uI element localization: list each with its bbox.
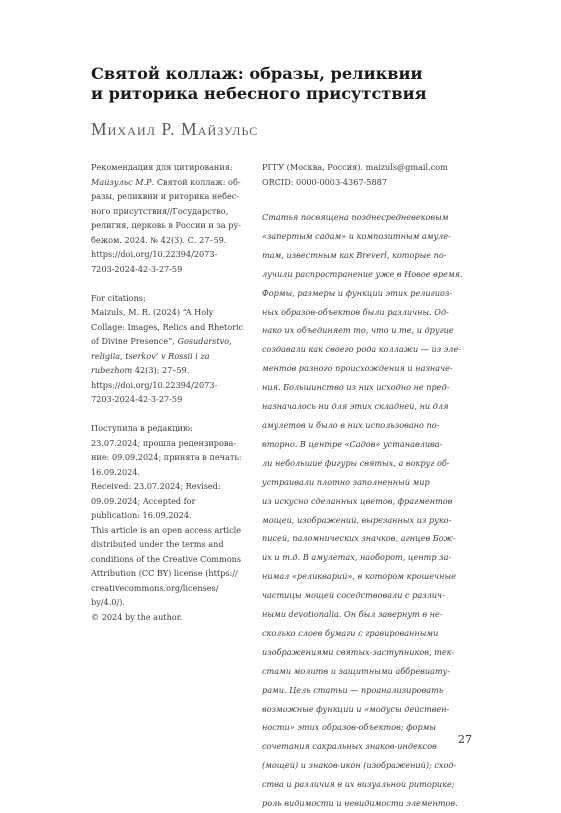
abstract-line: нимал «реликварий», в котором крошечные — [262, 571, 456, 582]
abstract-line: назначалось ни для этих складней, ни для — [262, 401, 449, 412]
abstract-line: нако их объединяет то, что и те, и другие — [262, 325, 454, 336]
abstract-line: ли небольшие фигуры святых, а вокруг об- — [262, 457, 450, 468]
abstract-line: (мощей) и знаков-икон (изображений); сход- — [262, 760, 457, 771]
citation-ru-doi[interactable]: 7203-2024-42-3-27-59 — [91, 263, 183, 274]
citation-column — [91, 160, 266, 624]
abstract-line: ментов разного происхождения и назначе- — [262, 363, 453, 374]
citation-ru-line: религия, церковь в России и за ру- — [91, 220, 241, 230]
citation-en-journal: rubezhom — [91, 365, 133, 375]
abstract-line: «запертым садам» и композитным амуле- — [262, 230, 451, 241]
license-link[interactable]: creativecommons.org/licenses/ — [91, 582, 219, 593]
dates-line: publication: 16.09.2024. — [91, 510, 192, 520]
citation-en-doi[interactable]: 7203-2024-42-3-27-59 — [91, 394, 183, 404]
abstract-line: сочетания сакральных знаков-индексов — [262, 741, 437, 752]
abstract-line: вторно. В центре «Садов» устанавлива- — [262, 438, 443, 449]
dates-line: 09.09.2024; Accepted for — [91, 495, 196, 506]
dates-line: Received: 23.07.2024; Revised: — [91, 481, 221, 491]
orcid-line: ORCID: 0000-0003-4367-5887 — [262, 176, 387, 187]
license-line: conditions of the Creative Commons — [91, 553, 241, 564]
citation-en-title-end: of Divine Presence”, — [91, 336, 178, 346]
abstract-line: роль видимости и невидимости элементов. — [262, 798, 458, 809]
citation-en-journal: religiia, tserkov’ v Rossii i za — [91, 350, 210, 361]
abstract-line: ными devotionalia. Он был завернут в не- — [262, 609, 443, 620]
citation-en-line: Collage: Images, Relics and Rhetoric — [91, 321, 244, 332]
article-title — [91, 64, 491, 104]
abstract-line: лучили распространение уже в Новое время. — [262, 268, 463, 279]
abstract-line: ния. Большинство из них исходно не пред- — [262, 382, 450, 393]
citation-ru-line: разы, реликвии и риторика небес- — [91, 191, 240, 201]
abstract-line: Статья посвящена позднесредневековым — [262, 212, 449, 222]
citation-ru — [91, 160, 266, 276]
title-line-1: Святой коллаж: образы, реликвии — [91, 64, 423, 83]
abstract-line: ности» этих образов-объектов; формы — [262, 722, 437, 733]
affiliation-line[interactable]: РГГУ (Москва, Россия). maizuls@gmail.com — [262, 162, 448, 172]
license-line: Attribution (CC BY) license (https:// — [91, 568, 238, 578]
license-link[interactable]: by/4.0/). — [91, 597, 125, 607]
dates-line: 23.07.2024; прошла рецензирова- — [91, 437, 237, 448]
license-line: This article is an open access article — [91, 524, 242, 535]
citation-en-line — [91, 334, 266, 349]
citation-ru-heading: Рекомендация для цитирования: — [91, 162, 233, 172]
abstract — [262, 208, 472, 813]
dates-line: 16.09.2024. — [91, 466, 141, 477]
abstract-line: Формы, размеры и функции этих религиоз- — [262, 287, 453, 298]
abstract-line: ства и различия в их визуальной риторике; — [262, 779, 455, 790]
copyright-line: © 2024 by the author. — [91, 611, 183, 622]
affiliation-block — [262, 160, 472, 189]
abstract-line: рами. Цель статьи — проанализировать — [262, 684, 444, 695]
dates-line: Поступила в редакцию: — [91, 423, 193, 433]
dates-line: ние: 09.09.2024; принята в печать: — [91, 452, 242, 462]
abstract-line: стами молитв и защитными аббревиату- — [262, 665, 451, 676]
abstract-line: сколько слоев бумаги с гравированными — [262, 627, 439, 638]
license-line: distributed under the terms and — [91, 539, 224, 549]
citation-en-line: Maizuls, M. R. (2024) “A Holy — [91, 307, 214, 317]
citation-en — [91, 291, 266, 407]
abstract-line: возможные функции и «модусы действен- — [262, 703, 450, 714]
abstract-line: амулетов и было в них использовано по- — [262, 419, 440, 430]
page-number: 27 — [458, 733, 472, 746]
citation-en-line — [91, 363, 266, 378]
citation-ru-line — [91, 175, 266, 190]
author-name: Михаил Р. Майзульс — [91, 119, 259, 139]
title-line-2: и риторика небесного присутствия — [91, 84, 427, 103]
abstract-line: там, известным как Breverl, которые по- — [262, 249, 447, 260]
citation-en-heading: For citations: — [91, 292, 146, 303]
abstract-line: частицы мощей соседствовали с различ- — [262, 590, 445, 601]
citation-ru-line: ного присутствия//Государство, — [91, 205, 229, 216]
citation-ru-doi[interactable]: https://doi.org/10.22394/2073- — [91, 249, 218, 259]
citation-ru-title-start: Святой коллаж: об- — [154, 176, 241, 187]
abstract-line: из искусно сделанных цветов, фрагментов — [262, 495, 453, 506]
abstract-line: ных образов-объектов были различны. Од- — [262, 306, 449, 317]
citation-en-doi[interactable]: https://doi.org/10.22394/2073- — [91, 379, 218, 390]
abstract-line: устраивали плотно заполненный мир — [262, 476, 430, 487]
abstract-line: писей, паломнических значков, агнцев Бож- — [262, 533, 456, 544]
abstract-line: их и т.д. В амулетах, наоборот, центр за- — [262, 552, 452, 563]
publication-dates — [91, 421, 266, 624]
abstract-line: изображениями святых-заступников, тек- — [262, 646, 455, 657]
citation-ru-author: Майзульс М.Р. — [91, 176, 155, 187]
citation-ru-line: бежом. 2024. № 42(3). С. 27–59. — [91, 234, 227, 245]
citation-en-journal: Gosudarstvo, — [177, 336, 232, 346]
citation-en-volume: 42(3): 27–59. — [132, 365, 190, 375]
abstract-line: мощей, изображений, вырезанных из руко- — [262, 514, 452, 525]
abstract-line: создавали как своего рода коллажи — из эле- — [262, 344, 462, 355]
